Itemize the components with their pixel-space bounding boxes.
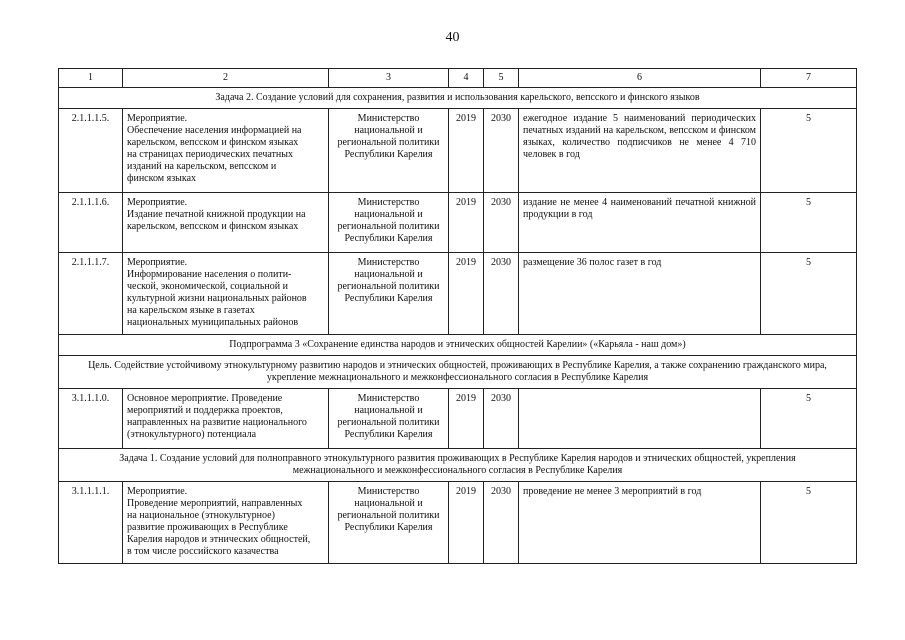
item-executor: Министерство национальной и региональной политики Республики Карелия [329,389,449,449]
table-row [59,193,857,253]
item-executor: Министерство национальной и региональной политики Республики Карелия [329,482,449,564]
item-code: 2.1.1.1.6. [59,193,123,253]
section-title: Подпрограмма 3 «Сохранение единства народов и этнических общностей Карелии» («Карьяла - наш дом») [59,335,857,356]
item-code: 3.1.1.1.0. [59,389,123,449]
header-cell: 3 [329,69,449,88]
header-cell: 2 [123,69,329,88]
item-executor: Министерство национальной и региональной политики Республики Карелия [329,193,449,253]
item-value: 5 [761,253,857,335]
item-name: Мероприятие. Обеспечение населения информацией на карельском, вепсском и финском языках на страницах периодических печатных изданий на карельском, вепсском и финском языках [123,109,329,193]
item-executor: Министерство национальной и региональной политики Республики Карелия [329,253,449,335]
section-title: Цель. Содействие устойчивому этнокультурному развитию народов и этнических общностей, проживающих в Республике Карелия, а также сохранению гражданского мира, укрепление межнационального и межконфессионального согласия в Республике Карелия [59,356,857,389]
item-name: Мероприятие. Издание печатной книжной продукции на карельском, вепсском и финском языках [123,193,329,253]
item-year-start: 2019 [449,109,484,193]
program-table [58,68,857,564]
table-row [59,109,857,193]
header-cell: 7 [761,69,857,88]
table-row [59,253,857,335]
section-title: Задача 2. Создание условий для сохранения, развития и использования карельского, вепсского и финского языков [59,88,857,109]
item-code: 2.1.1.1.7. [59,253,123,335]
header-cell: 5 [484,69,519,88]
header-cell: 6 [519,69,761,88]
item-result: издание не менее 4 наименований печатной книжной продукции в год [519,193,761,253]
item-name: Мероприятие. Проведение мероприятий, направленных на национальное (этнокультурное) развитие проживающих в Республике Карелия народов и этнических общностей, в том числе российского казачества [123,482,329,564]
item-value: 5 [761,193,857,253]
item-year-start: 2019 [449,193,484,253]
item-year-end: 2030 [484,109,519,193]
item-name: Основное мероприятие. Проведение мероприятий и поддержка проектов, направленных на развитие национального (этнокультурного) потенциала [123,389,329,449]
page-number: 40 [445,30,460,45]
item-result [519,389,761,449]
item-executor: Министерство национальной и региональной политики Республики Карелия [329,109,449,193]
item-year-end: 2030 [484,482,519,564]
item-value: 5 [761,109,857,193]
table-row [59,482,857,564]
item-result: ежегодное издание 5 наименований периодических печатных изданий на карельском, вепсском и финском языках, количество подписчиков не менее 4 710 человек в год [519,109,761,193]
table-row [59,389,857,449]
section-title: Задача 1. Создание условий для полноправного этнокультурного развития проживающих в Республике Карелия народов и этнических общностей, укрепления межнационального и межконфессионального согласия в Республике Карелия [59,449,857,482]
item-code: 2.1.1.1.5. [59,109,123,193]
item-year-start: 2019 [449,482,484,564]
item-year-end: 2030 [484,389,519,449]
item-year-end: 2030 [484,253,519,335]
section-row [59,449,857,482]
header-cell: 4 [449,69,484,88]
item-year-start: 2019 [449,389,484,449]
table-body [59,69,857,564]
item-result: размещение 36 полос газет в год [519,253,761,335]
section-row [59,356,857,389]
table-header-row [59,69,857,88]
item-code: 3.1.1.1.1. [59,482,123,564]
section-row [59,88,857,109]
item-value: 5 [761,482,857,564]
header-cell: 1 [59,69,123,88]
item-result: проведение не менее 3 мероприятий в год [519,482,761,564]
item-value: 5 [761,389,857,449]
item-name: Мероприятие. Информирование населения о полити- ческой, экономической, социальной и культурной жизни национальных районов на карельском языке в газетах национальных муниципальных районов [123,253,329,335]
section-row [59,335,857,356]
item-year-end: 2030 [484,193,519,253]
item-year-start: 2019 [449,253,484,335]
